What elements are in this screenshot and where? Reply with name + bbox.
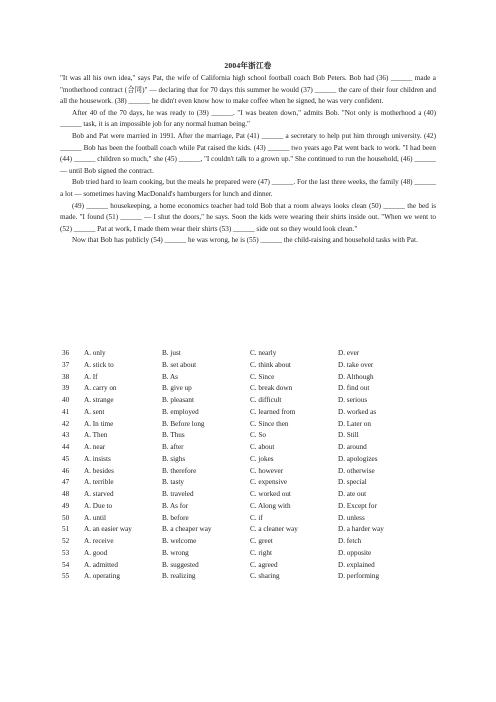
option-c: C. right [250,548,272,557]
option-row [62,489,442,501]
option-b: B. Before long [162,419,205,428]
option-b: B. As for [162,501,189,510]
option-d: D. Later on [338,419,371,428]
option-a: A. stick to [84,360,114,369]
option-row [62,383,442,395]
option-c: C. think about [250,360,291,369]
option-row [62,442,442,454]
option-row [62,419,442,431]
option-d: D. around [338,443,367,451]
option-row [62,372,442,384]
option-a: A. an easier way [84,525,132,534]
option-c: C. jokes [250,454,274,463]
option-row [62,407,442,419]
option-b: B. Thus [162,431,185,440]
option-c: C. about [250,443,275,451]
option-b: B. therefore [162,466,197,475]
option-b: B. employed [162,407,199,416]
option-b: B. realizing [162,572,196,581]
option-row [62,501,442,513]
answer-options [62,348,442,583]
option-c: C. learned from [250,407,296,416]
option-c: C. greet [250,537,273,545]
passage-paragraph: Bob and Pat were married in 1991. After the marriage, Pat (41) ______ a secretary to help put him through university. (42) ______ Bob has been the football coach while Pat raised the kids. (43) ______ two years ago Pat went back to work. "I had been (44) ______ children so much," she (45) ______, "I couldn't talk to a grown up." She continued to run the household, (46) ______ — until Bob signed the contract. [60,131,436,175]
question-number: 48 [62,490,70,498]
option-a: A. If [84,372,98,381]
question-number: 52 [62,537,70,545]
question-number: 53 [62,548,70,557]
option-c: C. Along with [250,501,291,510]
question-number: 51 [62,525,70,534]
option-b: B. just [162,349,181,357]
question-number: 40 [62,396,70,404]
question-number: 43 [62,431,70,440]
option-c: C. Since [250,372,275,381]
question-number: 42 [62,419,70,428]
option-c: C. Since then [250,419,289,428]
passage-paragraph: Bob tried hard to learn cooking, but the meals he prepared were (47) ______. For the last three weeks, the family (48) ______ a lot — sometimes having MacDonald's hamburgers for lunch and dinner. [60,178,436,198]
question-number: 49 [62,501,70,510]
option-a: A. besides [84,466,114,475]
option-b: B. suggested [162,560,199,569]
option-b: B. traveled [162,490,194,498]
option-a: A. admitted [84,560,118,569]
option-c: C. difficult [250,396,282,404]
option-c: C. however [250,466,284,475]
option-d: D. explained [338,560,375,569]
question-number: 47 [62,478,70,487]
passage-paragraph: After 40 of the 70 days, he was ready to (39) ______. "I was beaten down," admits Bob. "Not only is motherhood a (40) ______ task, it is an impossible job for any normal human being." [60,108,436,129]
passage-paragraph: "It was all his own idea," says Pat, the wife of California high school football coach Bob Peters. Bob had (36) ______ made a "motherhood contract (合同)" — declaring that for 70 days this summer he would (37) ______ the care of their four children and all the housework. (38) ______ he didn't even know how to make coffee when he signed, he was very confident. [60,74,436,106]
option-row [62,536,442,548]
option-a: A. insists [84,454,111,463]
question-number: 50 [62,513,70,522]
question-number: 54 [62,560,70,569]
option-d: D. ever [338,349,360,357]
option-b: B. pleasant [162,396,194,404]
option-d: D. otherwise [338,466,375,475]
option-d: D. Still [338,431,359,440]
option-d: D. worked as [338,407,377,416]
option-a: A. strange [84,396,114,404]
option-row [62,430,442,442]
option-a: A. Due to [84,501,113,510]
option-b: B. give up [162,384,192,393]
option-d: D. special [338,478,367,487]
question-number: 46 [62,466,70,475]
option-c: C. if [250,513,263,522]
option-a: A. carry on [84,384,117,393]
option-c: C. So [250,431,266,440]
option-row [62,395,442,407]
option-a: A. Then [84,431,108,440]
option-d: D. fetch [338,537,362,545]
option-c: C. expensive [250,478,288,487]
option-a: A. In time [84,419,114,428]
option-a: A. sent [84,407,105,416]
question-number: 44 [62,443,70,451]
option-row [62,360,442,372]
option-a: A. until [84,513,106,522]
option-row [62,524,442,536]
option-d: D. Although [338,372,374,381]
page-title: 2004年浙江卷 [224,61,272,70]
question-number: 39 [62,384,70,393]
option-b: B. after [162,443,184,451]
option-row [62,560,442,572]
option-row [62,466,442,478]
option-a: A. near [84,443,106,451]
option-b: B. sighs [162,454,186,463]
option-c: C. nearly [250,349,277,357]
option-row [62,454,442,466]
option-b: B. welcome [162,537,197,545]
option-row [62,477,442,489]
question-number: 36 [62,349,70,357]
passage-paragraph: (49) ______ housekeeping, a home economics teacher had told Bob that a room always looks clean (50) ______ the bed is made. "I found (51) ______ — I shut the doors," he says. Soon the kids were wearing their shirts inside out. "When we went to (52) ______ Pat at work, I made them wear their shirts (53) ______ side out so they would look clean." [60,201,436,233]
option-row [62,548,442,560]
option-c: C. a cleaner way [250,525,298,534]
option-c: C. agreed [250,560,278,569]
option-d: D. opposite [338,548,372,557]
option-row [62,571,442,583]
option-d: D. serious [338,396,368,404]
cloze-passage [60,73,436,247]
option-b: B. before [162,513,189,522]
option-a: A. only [84,349,106,357]
option-d: D. a harder way [338,525,384,534]
option-d: D. Except for [338,501,377,510]
option-d: D. performing [338,572,380,581]
question-number: 37 [62,360,70,369]
option-a: A. good [84,548,108,557]
question-number: 45 [62,454,70,463]
option-a: A. receive [84,537,114,545]
passage-paragraph: Now that Bob has publicly (54) ______ he was wrong, he is (55) ______ the child-raising and household tasks with Pat. [72,236,418,245]
option-b: B. a cheaper way [162,525,212,534]
question-number: 38 [62,372,70,381]
option-c: C. worked out [250,490,291,498]
option-b: B. As [162,372,178,381]
option-d: D. ate out [338,490,367,498]
option-a: A. terrible [84,478,114,487]
option-row [62,348,442,360]
option-d: D. take over [338,360,374,369]
option-a: A. starved [84,490,114,498]
option-c: C. break down [250,384,293,393]
option-row [62,513,442,525]
option-d: D. apologizes [338,454,378,463]
option-d: D. unless [338,513,365,522]
question-number: 55 [62,572,70,581]
option-a: A. operating [84,572,120,581]
option-c: C. sharing [250,572,280,581]
option-b: B. set about [162,360,197,369]
option-b: B. tasty [162,478,184,487]
question-number: 41 [62,407,70,416]
option-d: D. find out [338,384,370,393]
option-b: B. wrong [162,548,189,557]
